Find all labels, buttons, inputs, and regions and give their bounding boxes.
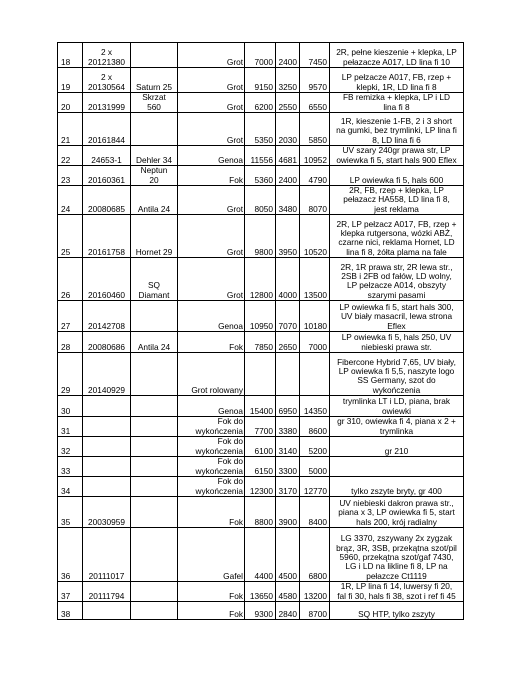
description-cell: gr 210 bbox=[330, 437, 464, 457]
order-id-cell: 20111794 bbox=[83, 582, 131, 602]
table-row bbox=[58, 186, 464, 215]
dimension-b-cell bbox=[276, 353, 300, 396]
order-id-cell: 20080685 bbox=[83, 186, 131, 215]
dimension-a-cell: 11556 bbox=[245, 146, 276, 166]
dimension-c-cell bbox=[300, 353, 330, 396]
table-row bbox=[58, 93, 464, 113]
row-number-cell: 22 bbox=[58, 146, 83, 166]
boat-model-cell: Hornet 29 bbox=[131, 215, 178, 258]
boat-model-cell bbox=[131, 396, 178, 417]
dimension-a-cell: 6200 bbox=[245, 93, 276, 113]
boat-model-cell bbox=[131, 497, 178, 528]
order-id-cell: 20080686 bbox=[83, 332, 131, 353]
boat-model-cell bbox=[131, 301, 178, 332]
order-id-cell bbox=[83, 396, 131, 417]
dimension-a-cell: 9150 bbox=[245, 68, 276, 93]
sail-inventory-sheet bbox=[57, 42, 463, 620]
row-number-cell: 24 bbox=[58, 186, 83, 215]
sail-type-cell: Fok do wykończenia bbox=[178, 437, 245, 457]
description-cell: LG 3370, zszywany 2x zygzak brąz, 3R, 3SB, przekątna szot/pil 5960, przekątna szot/gaf 7430, LG i LD na likline fi 8, LP na pełazcze Ct1119 bbox=[330, 528, 464, 582]
boat-model-cell: Saturn 25 bbox=[131, 68, 178, 93]
row-number-cell: 32 bbox=[58, 437, 83, 457]
description-cell: 1R, LP lina fi 14, luwersy fi 20, fal fi 30, hals fi 38, szot i ref fi 45 bbox=[330, 582, 464, 602]
dimension-b-cell: 2400 bbox=[276, 166, 300, 186]
row-number-cell: 38 bbox=[58, 602, 83, 620]
dimension-a-cell: 9800 bbox=[245, 215, 276, 258]
dimension-b-cell: 2840 bbox=[276, 602, 300, 620]
sail-type-cell: Grot bbox=[178, 258, 245, 301]
dimension-b-cell: 3170 bbox=[276, 477, 300, 497]
row-number-cell: 29 bbox=[58, 353, 83, 396]
dimension-c-cell: 13200 bbox=[300, 582, 330, 602]
order-id-cell bbox=[83, 417, 131, 437]
dimension-a-cell: 8800 bbox=[245, 497, 276, 528]
table-row bbox=[58, 396, 464, 417]
description-cell: tylko zszyte bryty, gr 400 bbox=[330, 477, 464, 497]
description-cell: LP owiewka fi 5, hals 250, UV niebieski prawa str. bbox=[330, 332, 464, 353]
description-cell: UV niebieski dakron prawa str., piana x 3, LP owiewka fi 5, start hals 200, krój radialny bbox=[330, 497, 464, 528]
description-cell: UV szary 240gr prawa str, LP owiewka fi 5, start hals 900 Eflex bbox=[330, 146, 464, 166]
sail-type-cell: Fok do wykończenia bbox=[178, 477, 245, 497]
description-cell: 1R, kieszenie 1-FB, 2 i 3 short na gumki, bez trymlinki, LP lina fi 8, LD lina fi 6 bbox=[330, 113, 464, 146]
dimension-b-cell: 4500 bbox=[276, 528, 300, 582]
dimension-b-cell: 6950 bbox=[276, 396, 300, 417]
boat-model-cell: Skrzat 560 bbox=[131, 93, 178, 113]
boat-model-cell: Antila 24 bbox=[131, 186, 178, 215]
row-number-cell: 28 bbox=[58, 332, 83, 353]
row-number-cell: 19 bbox=[58, 68, 83, 93]
dimension-a-cell: 15400 bbox=[245, 396, 276, 417]
dimension-b-cell: 2030 bbox=[276, 113, 300, 146]
dimension-a-cell: 7000 bbox=[245, 43, 276, 68]
dimension-b-cell: 3140 bbox=[276, 437, 300, 457]
dimension-a-cell: 6150 bbox=[245, 457, 276, 477]
row-number-cell: 18 bbox=[58, 43, 83, 68]
dimension-b-cell: 4000 bbox=[276, 258, 300, 301]
table-row bbox=[58, 332, 464, 353]
order-id-cell: 20140929 bbox=[83, 353, 131, 396]
description-cell: FB remizka + klepka, LP i LD lina fi 8 bbox=[330, 93, 464, 113]
dimension-c-cell: 10180 bbox=[300, 301, 330, 332]
boat-model-cell bbox=[131, 457, 178, 477]
table-row bbox=[58, 166, 464, 186]
row-number-cell: 37 bbox=[58, 582, 83, 602]
sail-type-cell: Grot bbox=[178, 93, 245, 113]
row-number-cell: 20 bbox=[58, 93, 83, 113]
dimension-c-cell: 6800 bbox=[300, 528, 330, 582]
sail-type-cell: Grot bbox=[178, 113, 245, 146]
sail-type-cell: Gafel bbox=[178, 528, 245, 582]
description-cell: LP owiewka fi 5, start hals 300, UV biały masacril, lewa strona Eflex bbox=[330, 301, 464, 332]
order-id-cell: 20131999 bbox=[83, 93, 131, 113]
dimension-b-cell: 2650 bbox=[276, 332, 300, 353]
sail-type-cell: Fok do wykończenia bbox=[178, 457, 245, 477]
dimension-a-cell bbox=[245, 353, 276, 396]
table-row bbox=[58, 43, 464, 68]
table-row bbox=[58, 301, 464, 332]
boat-model-cell: SQ Diamant bbox=[131, 258, 178, 301]
sail-type-cell: Grot bbox=[178, 215, 245, 258]
sail-type-cell: Fok bbox=[178, 602, 245, 620]
table-row bbox=[58, 146, 464, 166]
dimension-a-cell: 5360 bbox=[245, 166, 276, 186]
boat-model-cell: Neptun 20 bbox=[131, 166, 178, 186]
table-row bbox=[58, 68, 464, 93]
order-id-cell: 20161758 bbox=[83, 215, 131, 258]
dimension-c-cell: 9570 bbox=[300, 68, 330, 93]
description-cell: 2R, FB, rzep + klepka, LP pełazacz HA558, LD lina fi 8, jest reklama bbox=[330, 186, 464, 215]
dimension-b-cell: 3250 bbox=[276, 68, 300, 93]
sail-type-cell: Genoa bbox=[178, 396, 245, 417]
table-body bbox=[58, 43, 464, 620]
dimension-b-cell: 3300 bbox=[276, 457, 300, 477]
table-row bbox=[58, 477, 464, 497]
row-number-cell: 31 bbox=[58, 417, 83, 437]
order-id-cell bbox=[83, 477, 131, 497]
sail-type-cell: Grot bbox=[178, 68, 245, 93]
boat-model-cell bbox=[131, 477, 178, 497]
dimension-c-cell: 8400 bbox=[300, 497, 330, 528]
dimension-c-cell: 6550 bbox=[300, 93, 330, 113]
dimension-b-cell: 7070 bbox=[276, 301, 300, 332]
order-id-cell bbox=[83, 437, 131, 457]
row-number-cell: 27 bbox=[58, 301, 83, 332]
dimension-c-cell: 8700 bbox=[300, 602, 330, 620]
boat-model-cell bbox=[131, 582, 178, 602]
order-id-cell: 20161844 bbox=[83, 113, 131, 146]
boat-model-cell: Dehler 34 bbox=[131, 146, 178, 166]
dimension-a-cell: 7700 bbox=[245, 417, 276, 437]
boat-model-cell bbox=[131, 437, 178, 457]
table-row bbox=[58, 215, 464, 258]
description-cell: LP owiewka fi 5, hals 600 bbox=[330, 166, 464, 186]
order-id-cell: 24653-1 bbox=[83, 146, 131, 166]
description-cell bbox=[330, 457, 464, 477]
table-row bbox=[58, 582, 464, 602]
dimension-c-cell: 7450 bbox=[300, 43, 330, 68]
dimension-a-cell: 12300 bbox=[245, 477, 276, 497]
sail-type-cell: Fok do wykończenia bbox=[178, 417, 245, 437]
boat-model-cell bbox=[131, 602, 178, 620]
table-row bbox=[58, 602, 464, 620]
row-number-cell: 30 bbox=[58, 396, 83, 417]
dimension-c-cell: 13500 bbox=[300, 258, 330, 301]
sail-type-cell: Grot bbox=[178, 186, 245, 215]
row-number-cell: 33 bbox=[58, 457, 83, 477]
sail-type-cell: Grot rolowany bbox=[178, 353, 245, 396]
row-number-cell: 23 bbox=[58, 166, 83, 186]
table-row bbox=[58, 528, 464, 582]
table-row bbox=[58, 353, 464, 396]
dimension-a-cell: 7850 bbox=[245, 332, 276, 353]
description-cell: 2R, LP pełzacz A017, FB, rzep + klepka rutgersona, wózki ABŻ, czarne nici, reklama Hornet, LD lina fi 8, żółta plama na fale bbox=[330, 215, 464, 258]
dimension-b-cell: 3950 bbox=[276, 215, 300, 258]
row-number-cell: 21 bbox=[58, 113, 83, 146]
dimension-c-cell: 8600 bbox=[300, 417, 330, 437]
boat-model-cell bbox=[131, 43, 178, 68]
order-id-cell: 2 x 20130564 bbox=[83, 68, 131, 93]
table-row bbox=[58, 417, 464, 437]
table-row bbox=[58, 437, 464, 457]
dimension-a-cell: 5350 bbox=[245, 113, 276, 146]
sail-type-cell: Grot bbox=[178, 43, 245, 68]
boat-model-cell bbox=[131, 353, 178, 396]
table-row bbox=[58, 258, 464, 301]
dimension-b-cell: 2550 bbox=[276, 93, 300, 113]
row-number-cell: 25 bbox=[58, 215, 83, 258]
dimension-c-cell: 5200 bbox=[300, 437, 330, 457]
table-row bbox=[58, 457, 464, 477]
dimension-b-cell: 4681 bbox=[276, 146, 300, 166]
order-id-cell: 20111017 bbox=[83, 528, 131, 582]
dimension-c-cell: 10952 bbox=[300, 146, 330, 166]
table-row bbox=[58, 113, 464, 146]
dimension-a-cell: 13650 bbox=[245, 582, 276, 602]
order-id-cell bbox=[83, 457, 131, 477]
boat-model-cell: Antila 24 bbox=[131, 332, 178, 353]
dimension-a-cell: 9300 bbox=[245, 602, 276, 620]
order-id-cell bbox=[83, 602, 131, 620]
description-cell: 2R, 1R prawa str, 2R lewa str., 2SB i 2FB od fałów, LD wolny, LP pełzacze A014, obszyty szarymi pasami bbox=[330, 258, 464, 301]
dimension-c-cell: 5000 bbox=[300, 457, 330, 477]
sail-type-cell: Genoa bbox=[178, 146, 245, 166]
sail-type-cell: Fok bbox=[178, 497, 245, 528]
dimension-c-cell: 12770 bbox=[300, 477, 330, 497]
dimension-b-cell: 2400 bbox=[276, 43, 300, 68]
boat-model-cell bbox=[131, 528, 178, 582]
table-row bbox=[58, 497, 464, 528]
dimension-c-cell: 14350 bbox=[300, 396, 330, 417]
description-cell: Fibercone Hybrid 7,65, UV biały, LP owiewka fi 5,5, naszyte logo SS Germany, szot do wykończenia bbox=[330, 353, 464, 396]
sail-inventory-table bbox=[57, 42, 464, 620]
dimension-b-cell: 3380 bbox=[276, 417, 300, 437]
order-id-cell: 2 x 20121380 bbox=[83, 43, 131, 68]
order-id-cell: 20142708 bbox=[83, 301, 131, 332]
dimension-b-cell: 3900 bbox=[276, 497, 300, 528]
row-number-cell: 34 bbox=[58, 477, 83, 497]
boat-model-cell bbox=[131, 113, 178, 146]
sail-type-cell: Fok bbox=[178, 332, 245, 353]
dimension-a-cell: 6100 bbox=[245, 437, 276, 457]
dimension-c-cell: 5850 bbox=[300, 113, 330, 146]
row-number-cell: 35 bbox=[58, 497, 83, 528]
description-cell: 2R, pełne kieszenie + klepka, LP pełazacze A017, LD lina fi 10 bbox=[330, 43, 464, 68]
boat-model-cell bbox=[131, 417, 178, 437]
dimension-c-cell: 8070 bbox=[300, 186, 330, 215]
sail-type-cell: Genoa bbox=[178, 301, 245, 332]
sail-type-cell: Fok bbox=[178, 582, 245, 602]
dimension-a-cell: 10950 bbox=[245, 301, 276, 332]
dimension-c-cell: 10520 bbox=[300, 215, 330, 258]
row-number-cell: 36 bbox=[58, 528, 83, 582]
dimension-b-cell: 4580 bbox=[276, 582, 300, 602]
order-id-cell: 20160361 bbox=[83, 166, 131, 186]
order-id-cell: 20160460 bbox=[83, 258, 131, 301]
dimension-a-cell: 12800 bbox=[245, 258, 276, 301]
dimension-c-cell: 7000 bbox=[300, 332, 330, 353]
dimension-a-cell: 8050 bbox=[245, 186, 276, 215]
dimension-a-cell: 4400 bbox=[245, 528, 276, 582]
row-number-cell: 26 bbox=[58, 258, 83, 301]
sail-type-cell: Fok bbox=[178, 166, 245, 186]
order-id-cell: 20030959 bbox=[83, 497, 131, 528]
dimension-c-cell: 4790 bbox=[300, 166, 330, 186]
description-cell: LP pełzacze A017, FB, rzep + klepki, 1R, LD lina fi 8 bbox=[330, 68, 464, 93]
description-cell: SQ HTP, tylko zszyty bbox=[330, 602, 464, 620]
description-cell: trymlinka LT i LD, piana, brak owiewki bbox=[330, 396, 464, 417]
description-cell: gr 310, owiewka fi 4, piana x 2 + trymlinka bbox=[330, 417, 464, 437]
dimension-b-cell: 3480 bbox=[276, 186, 300, 215]
